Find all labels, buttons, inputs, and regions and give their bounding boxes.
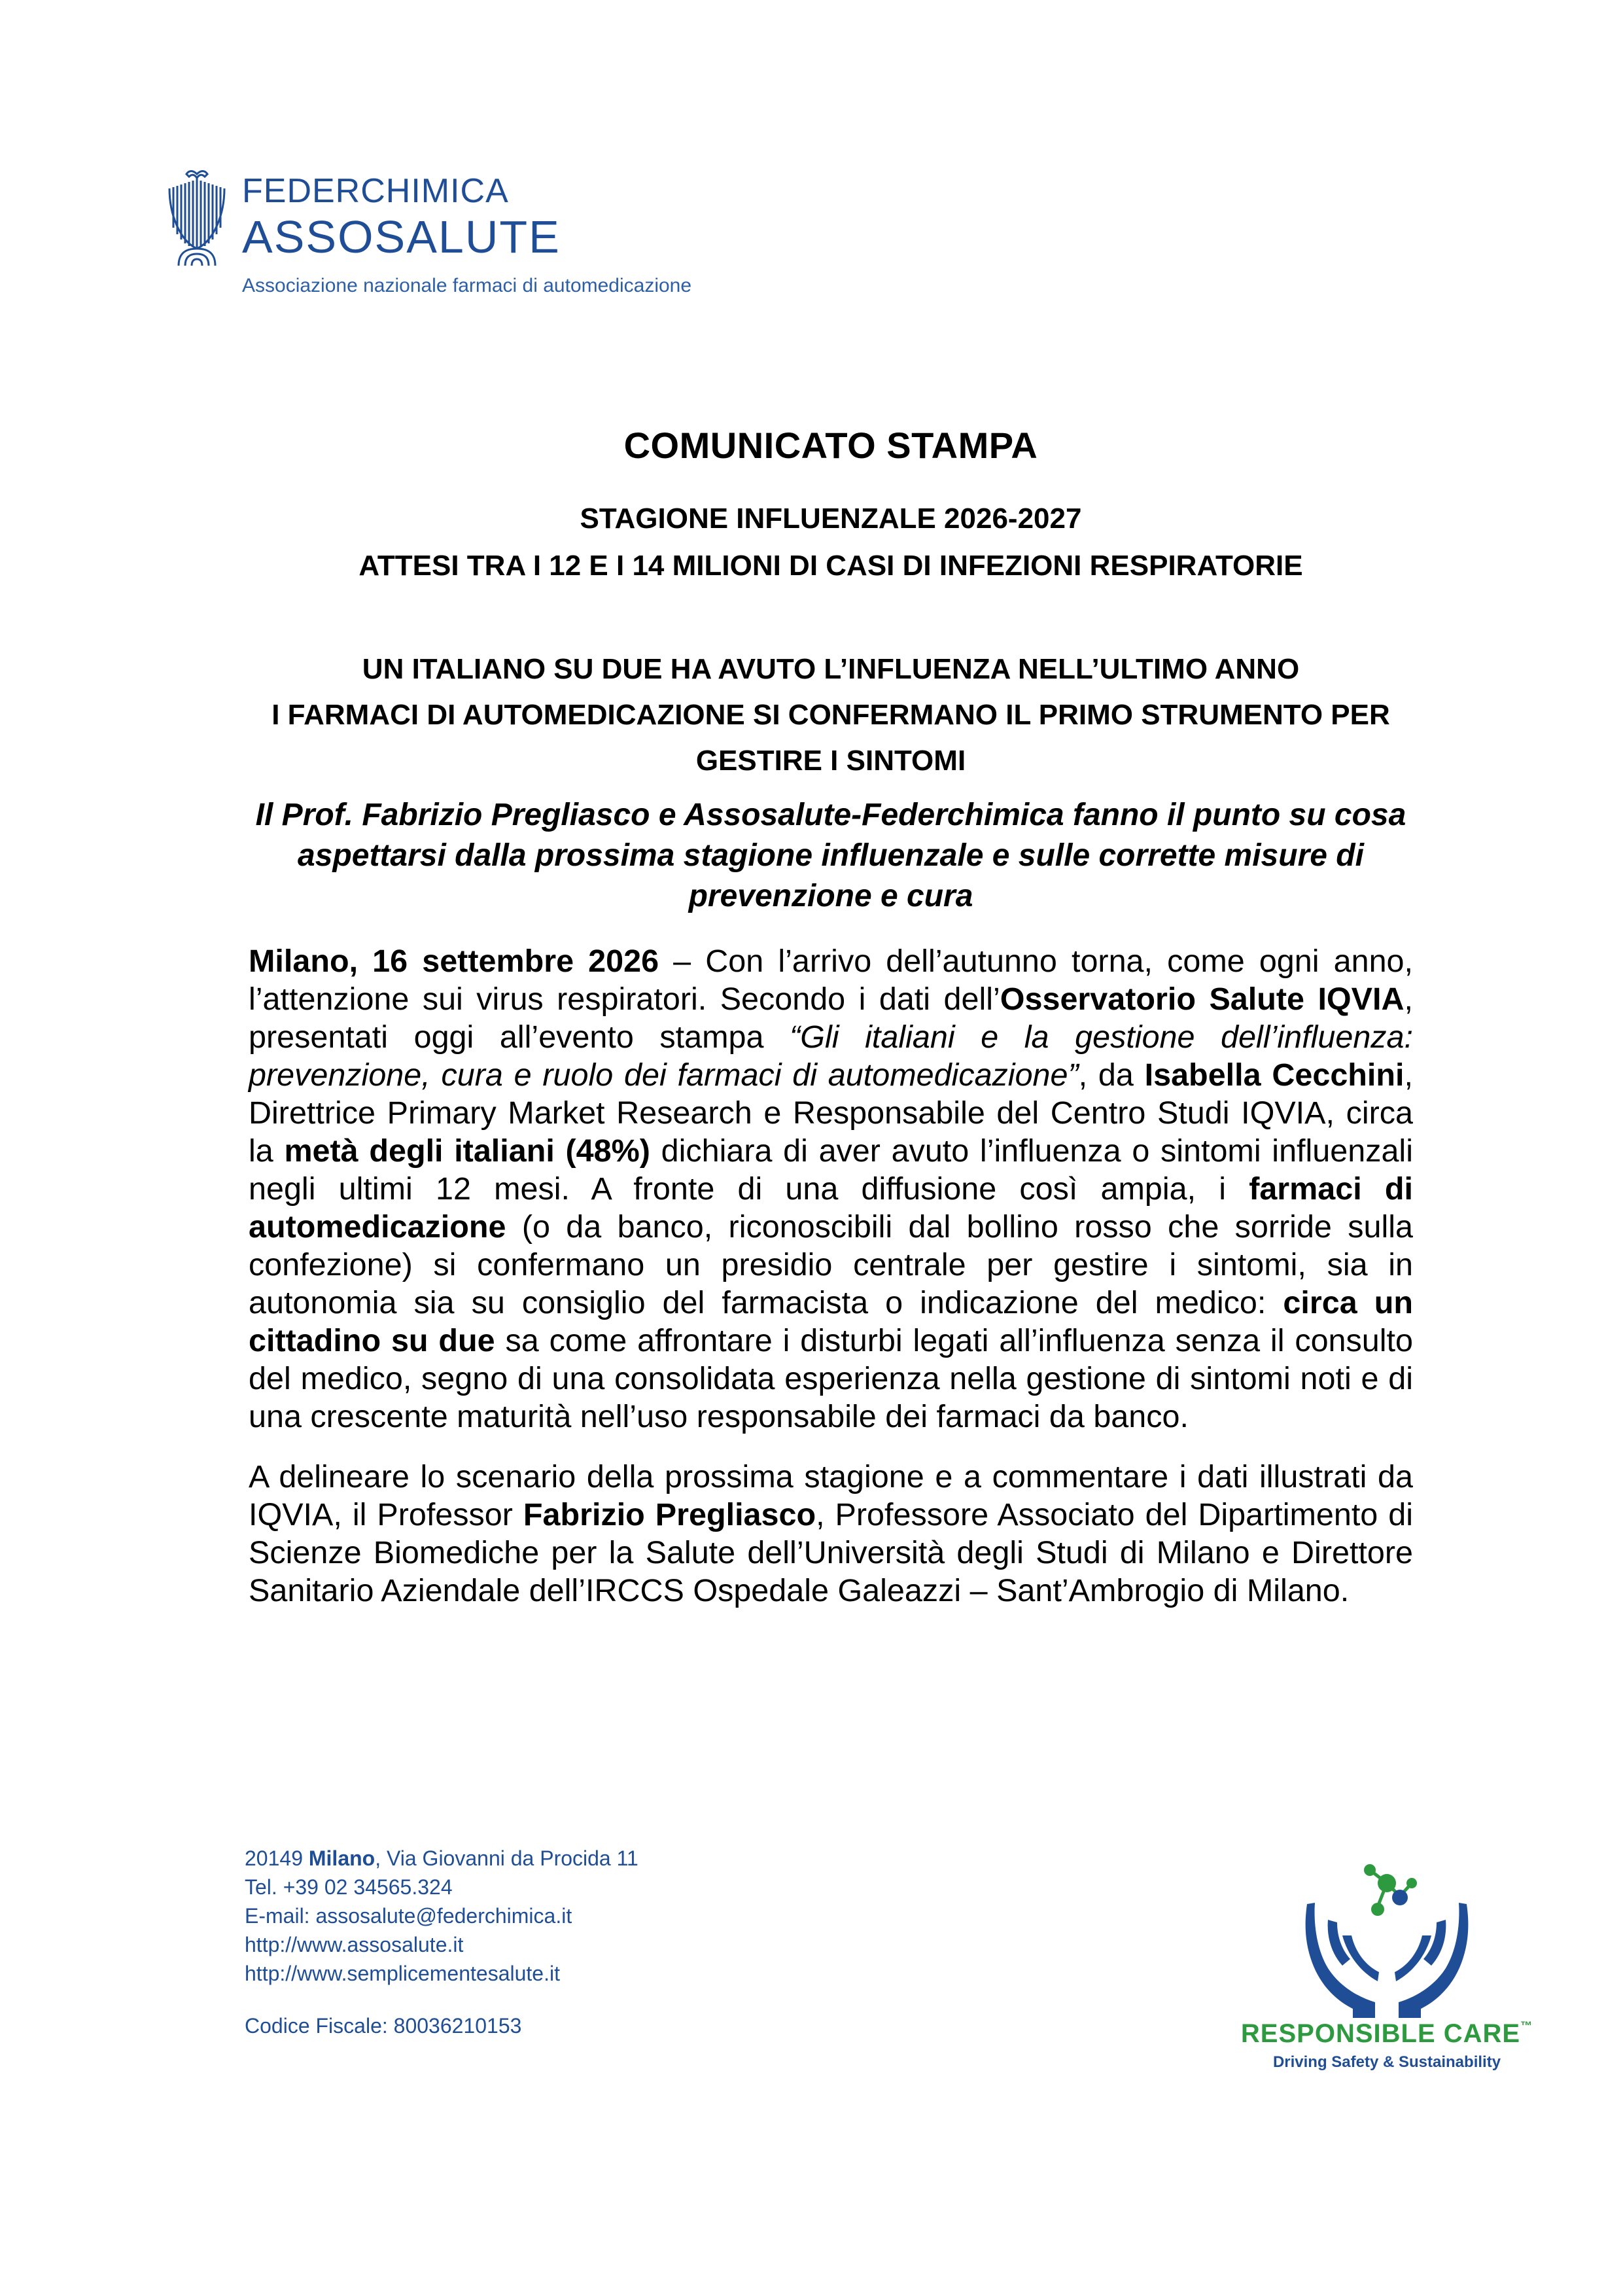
text-span: A delineare lo scenario della prossima stagione e a commentare i dati illustrati da IQVIA, il Professor (249, 1459, 1413, 1532)
text-span: , presentati oggi all’evento stampa (249, 981, 1413, 1055)
responsible-care-logo (1223, 1857, 1563, 2132)
text-span: sa come affrontare i disturbi legati all’influenza senza il consulto del medico, segno di una consolidata esperienza nella gestione di sintomi noti e di una crescente maturità nell’uso responsabile dei farmaci da banco. (249, 1323, 1413, 1434)
footer-fiscal-code: Codice Fiscale: 80036210153 (245, 2014, 522, 2038)
bold-span: metà degli italiani (48%) (284, 1133, 650, 1169)
hands-molecule-icon (1302, 1857, 1472, 2021)
body-paragraph-2 (249, 1458, 1413, 1610)
logo-federchimica-text: FEDERCHIMICA (242, 172, 509, 210)
body-paragraph-1 (249, 942, 1413, 1436)
logo-assosalute-text: ASSOSALUTE (242, 211, 561, 262)
text-span: dichiara di aver avuto l’influenza o sintomi influenzali negli ultimi 12 mesi. A fronte di una diffusione così ampia, i (249, 1133, 1413, 1207)
bold-span: Fabrizio Pregliasco (523, 1497, 816, 1532)
text-span: – Con l’arrivo dell’autunno torna, come ogni anno, l’attenzione sui virus respiratori. Secondo i dati dell’ (249, 944, 1414, 1017)
footer-website-1[interactable]: http://www.assosalute.it (245, 1933, 464, 1956)
responsible-care-text (1223, 2019, 1550, 2049)
text-span: , Professore Associato del Dipartimento di Scienze Biomediche per la Salute dell’Università degli Studi di Milano e Direttore Sanitario Aziendale dell’IRCCS Ospedale Galeazzi – Sant’Ambrogio di Milano. (249, 1497, 1413, 1608)
headline-self-medication: I FARMACI DI AUTOMEDICAZIONE SI CONFERMANO IL PRIMO STRUMENTO PER GESTIRE I SINTOMI (271, 699, 1390, 777)
bold-span: Isabella Cecchini (1144, 1057, 1405, 1093)
text-span: , Direttrice Primary Market Research e Responsabile del Centro Studi IQVIA, circa la (249, 1057, 1413, 1169)
headline-one-in-two: UN ITALIANO SU DUE HA AVUTO L’INFLUENZA NELL’ULTIMO ANNO (362, 653, 1300, 685)
bold-span: farmaci di automedicazione (249, 1171, 1413, 1245)
event-title-italic: “Gli italiani e la gestione dell’influenza: prevenzione, cura e ruolo dei farmaci di automedicazione” (249, 1019, 1413, 1093)
bold-span: circa un cittadino su due (249, 1285, 1413, 1358)
federchimica-assosalute-logo (167, 169, 756, 319)
text-span: (o da banco, riconoscibili dal bollino rosso che sorride sulla confezione) si confermano un presidio centrale per gestire i sintomi, sia in autonomia sia su consiglio del farmacista o indicazione del medico: (249, 1209, 1413, 1320)
bold-span: Osservatorio Salute IQVIA (1000, 981, 1405, 1017)
footer-address (245, 1844, 768, 1873)
headline-season: STAGIONE INFLUENZALE 2026-2027 (580, 503, 1082, 535)
footer-phone: Tel. +39 02 34565.324 (245, 1875, 453, 1899)
address-cap: 20149 (245, 1846, 309, 1870)
eagle-emblem-icon (167, 169, 227, 267)
document-title: COMUNICATO STAMPA (623, 425, 1038, 466)
address-street: , Via Giovanni da Procida 11 (375, 1846, 638, 1870)
footer-contact-block (245, 1844, 768, 2040)
rc-name: RESPONSIBLE CARE (1240, 2019, 1521, 2048)
responsible-care-tagline: Driving Safety & Sustainability (1272, 2053, 1501, 2071)
footer-website-2[interactable]: http://www.semplicementesalute.it (245, 1962, 560, 1985)
headline-expected-cases: ATTESI TRA I 12 E I 14 MILIONI DI CASI DI INFEZIONI RESPIRATORIE (358, 550, 1303, 582)
logo-tagline: Associazione nazionale farmaci di automedicazione (242, 275, 692, 296)
footer-email[interactable]: E-mail: assosalute@federchimica.it (245, 1904, 572, 1928)
rc-trademark: ™ (1520, 2019, 1533, 2032)
text-span: , da (1078, 1057, 1145, 1093)
dateline: Milano, 16 settembre 2026 (249, 944, 659, 979)
address-city: Milano (308, 1846, 375, 1870)
subtitle: Il Prof. Fabrizio Pregliasco e Assosalute-Federchimica fanno il punto su cosa aspettarsi dalla prossima stagione influenzale e sulle corrette misure di prevenzione e cura (255, 798, 1406, 913)
